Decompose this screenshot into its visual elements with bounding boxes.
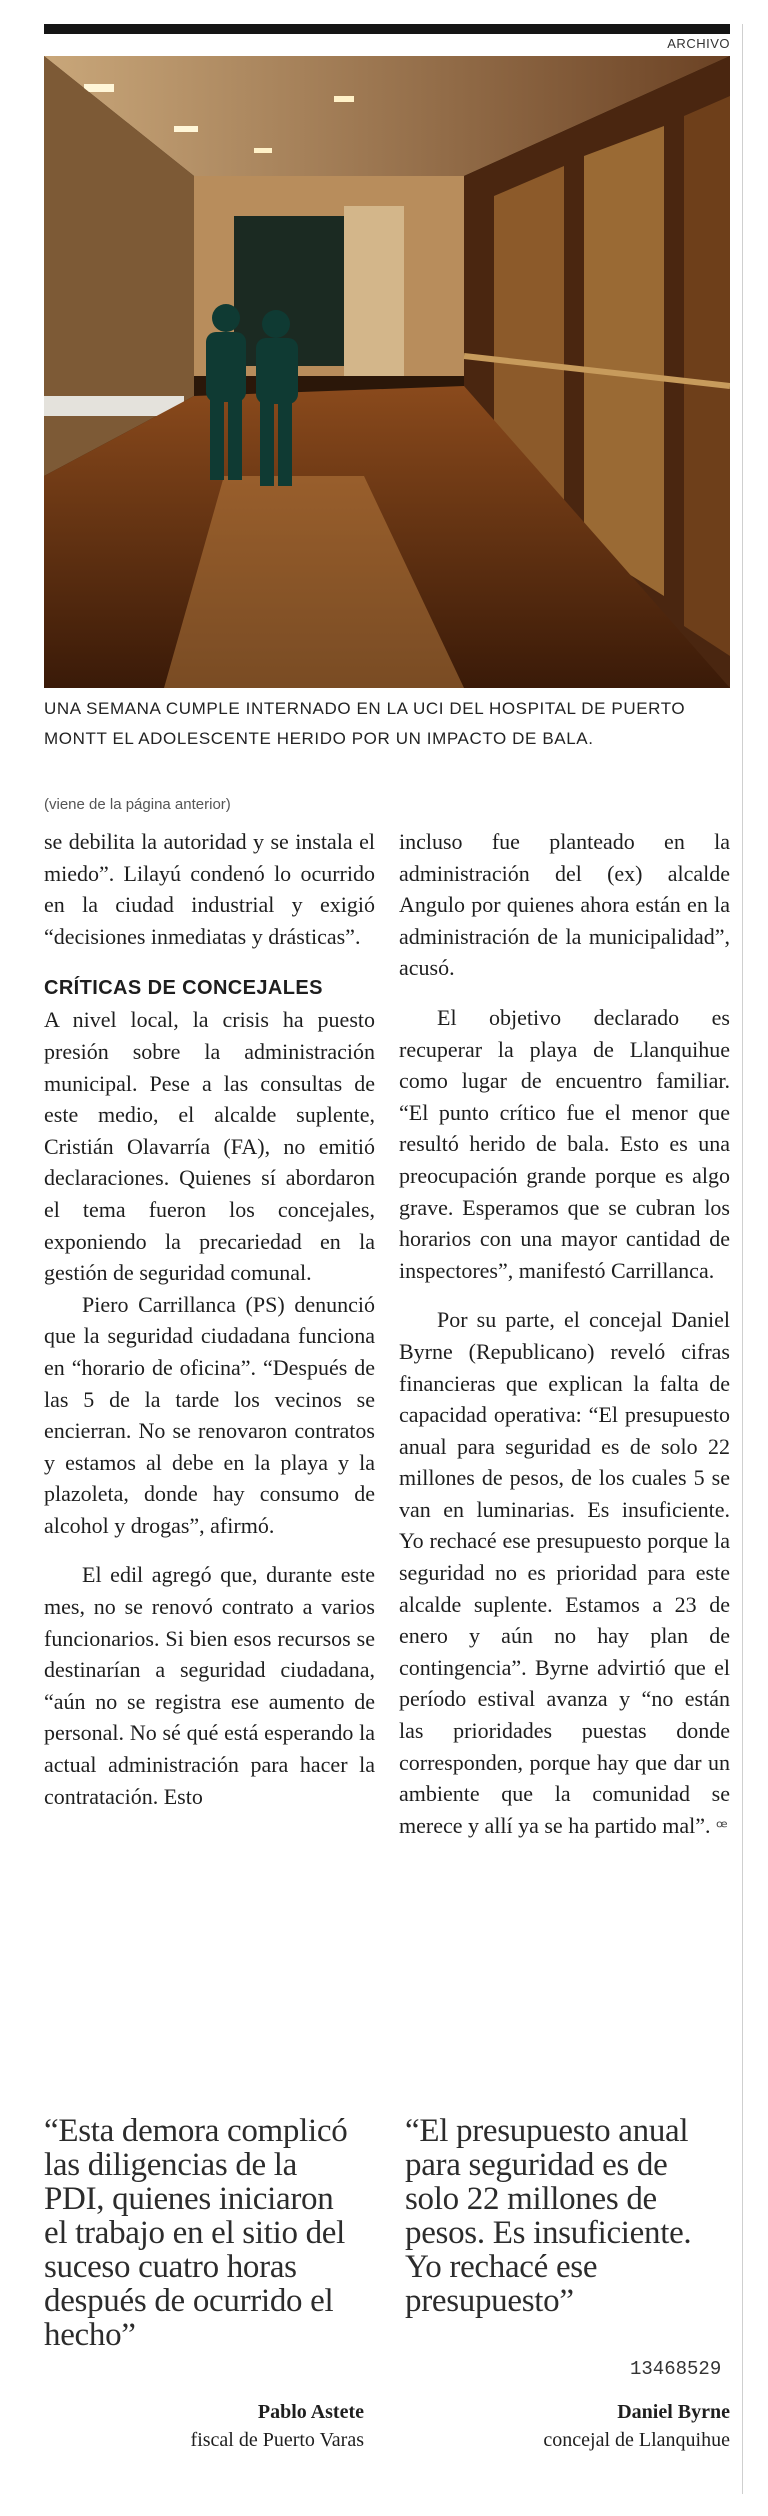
paragraph: El edil agregó que, durante este mes, no se renovó contrato a varios funcionarios. Si bien esos recursos se destinarían a seguridad ciudadana, “aún no se registra ese aumento de personal. No sé qué está esperando la actual administración para hacer la contratación. Esto (44, 1562, 375, 1809)
pull-quote-left: “Esta demora complicó las diligencias de la PDI, quienes iniciaron el trabajo en el sitio del suceso cuatro horas después de ocurrido el hecho” (44, 2113, 348, 2353)
photo-caption: UNA SEMANA CUMPLE INTERNADO EN LA UCI DEL HOSPITAL DE PUERTO MONTT EL ADOLESCENTE HERIDO POR UN IMPACTO DE BALA. (44, 699, 686, 748)
top-rule (44, 24, 730, 34)
continued-note: (viene de la página anterior) (44, 796, 231, 813)
quote-role: concejal de Llanquihue (543, 2429, 730, 2451)
column-divider (742, 24, 743, 2494)
quote-attribution-left (44, 2398, 364, 2454)
paragraph: El objetivo declarado es recuperar la playa de Llanquihue como lugar de encuentro familiar. “El punto crítico fue el menor que resultó herido de bala. Esto es una preocupación grande porque es algo grave. Esperamos que se cubran los horarios con una mayor cantidad de inspectores”, manifestó Carrillanca. (399, 1004, 730, 1283)
quote-author: Daniel Byrne (617, 2401, 730, 2423)
quote-author: Pablo Astete (257, 2401, 364, 2423)
article-photo (44, 56, 730, 688)
pull-quote-right: “El presupuesto anual para seguridad es de solo 22 millones de pesos. Es insuficiente. Yo rechacé ese presupuesto” (405, 2113, 692, 2319)
quote-attribution-right (410, 2398, 730, 2454)
paragraph: Piero Carrillanca (PS) denunció que la seguridad ciudadana funciona en “horario de oficina”. “Después de las 5 de la tarde los vecinos se encierran. No se renovaron contratos y estamos al debe en la playa y la plazoleta, donde hay consumo de alcohol y drogas”, afirmó. (44, 1291, 375, 1538)
end-mark-icon: ꟹ (716, 1816, 728, 1837)
article-column-left (44, 826, 375, 1812)
paragraph: A nivel local, la crisis ha puesto presión sobre la administración municipal. Pese a las consultas de este medio, el alcalde suplente, Cristián Olavarría (FA), no emitió declaraciones. Quienes sí abordaron el tema fueron los concejales, exponiendo la precariedad en la gestión de seguridad comunal. (44, 1007, 375, 1286)
article-column-right (399, 826, 730, 1843)
paragraph: incluso fue planteado en la administración del (ex) alcalde Angulo por quienes ahora están en la administración de la municipalidad”, acusó. (399, 829, 730, 981)
quote-role: fiscal de Puerto Varas (190, 2429, 364, 2451)
paragraph: se debilita la autoridad y se instala el miedo”. Lilayú condenó lo ocurrido en la ciudad industrial y exigió “decisiones inmediatas y drásticas”. (44, 829, 375, 949)
paragraph (399, 1304, 730, 1843)
subheading: CRÍTICAS DE CONCEJALES (44, 977, 323, 1000)
page-stamp-number: 13468529 (630, 2358, 722, 2380)
photo-credit: ARCHIVO (667, 36, 730, 51)
paragraph-text: Por su parte, el concejal Daniel Byrne (Republicano) reveló cifras financieras que explican la falta de capacidad operativa: “El presupuesto anual para seguridad es de solo 22 millones de pesos, de los cuales 5 se van en luminarias. Es insuficiente. Yo rechacé ese presupuesto porque la seguridad no es prioridad para este alcalde suplente. Estamos a 23 de enero y aún no hay plan de contingencia”. Byrne advirtió que el período estival avanza y “no están las prioridades puestas donde corresponden, porque hay que dar un ambiente que la comunidad se merece y allí ya se ha partido mal”. (399, 1307, 730, 1838)
